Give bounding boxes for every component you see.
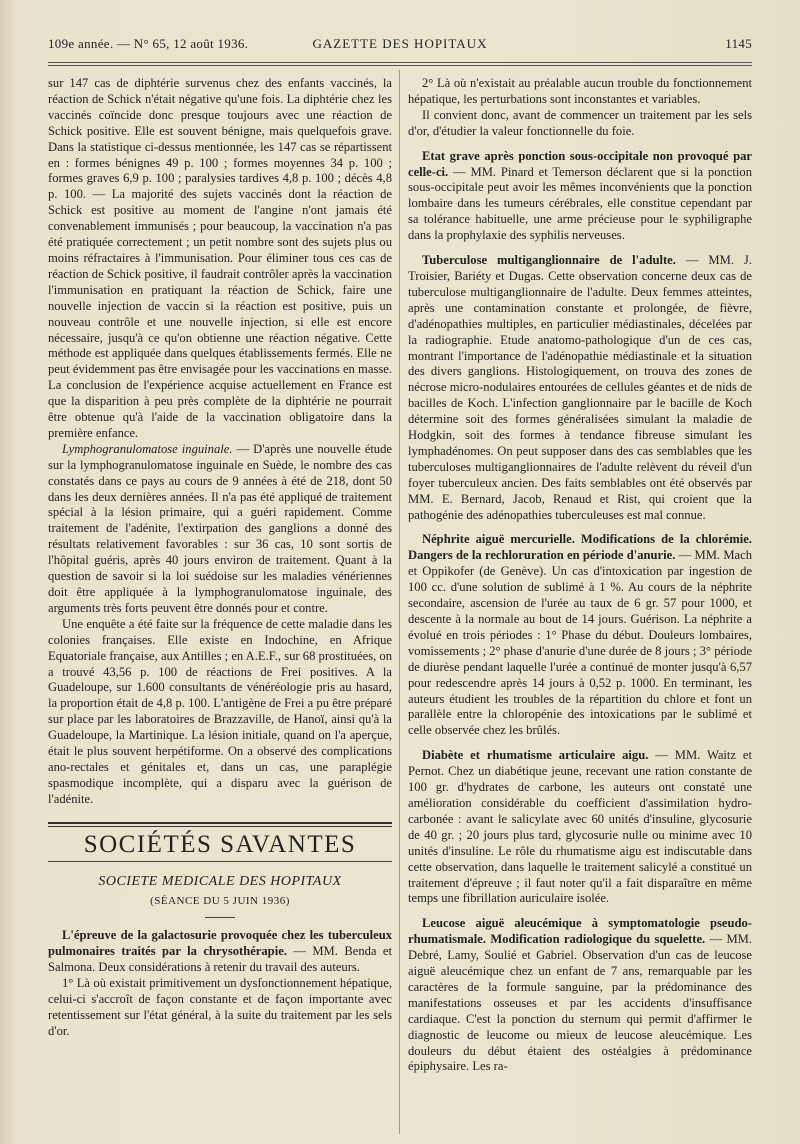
short-divider	[205, 917, 235, 918]
tuberculose-paragraph	[408, 253, 752, 523]
galactosurie-title: L'épreuve de la galactosurie provoquée chez les tuberculeux pulmonaires traités par la chrysothérapie.	[48, 928, 392, 959]
hepatic-point-two: 2° Là où n'existait au préalable aucun trouble du fonctionnement hépatique, les perturbations sont inconstantes et variables.	[408, 76, 752, 106]
left-column	[48, 76, 392, 1040]
section-banner: SOCIÉTÉS SAVANTES	[83, 830, 357, 858]
tuberculose-title: Tuberculose multiganglionnaire de l'adulte.	[422, 253, 676, 268]
tuberculose-body: — MM. J. Troisier, Bariéty et Dugas. Cette observation concerne deux cas de tuberculose multiganglionnaire de l'adulte. Deux femmes atteintes, après une contamination constante et prolongée, de fièvre, d'adénopathies multiples, en particulier médiastinales, décelées par la radiographie. Etude anatomo-pathologique d'un de ces cas, montrant l'importance de l'adénopathie médiastinale et la situation des divers ganglions. Histologiquement, on trouva des zones de nécrose micro-nodulaires entourées de cellules géantes et de nids de bacilles de Koch. L'infection ganglionnaire par le bacille de Koch détermine soit des formes généralisées simulant la maladie de Hodgkin, soit des formes à tendance fibreuse simulant les lymphadénomes. On peut supposer dans des cas semblables que les tuberculoses multiganglionnaires de l'adulte relèvent du réveil d'un foyer tuberculeux ancien. Des faits semblables ont été observés par MM. E. Bernard, Jacob, Renaud et Rist, qui croient que la pathogénie des adénopathies tuberculeuses est mal connue.	[408, 253, 752, 522]
publication-title: GAZETTE DES HOPITAUX	[312, 36, 488, 51]
banner-rule-bottom	[48, 861, 392, 862]
galactosurie-paragraph	[48, 928, 392, 976]
colonies-paragraph: Une enquête a été faite sur la fréquence de cette maladie dans les colonies françaises. Elle existe en Indochine, en Afrique Equatoriale française, aux Antilles ; en A.E.F., sur 68 prostituées, on a trouvé 43,56 p. 100 de réactions de Frei positives. A la Guadeloupe, sur 1.600 consultants de vénéréologie pris au hasard, la proportion était de 4,8 p. 100. L'antigène de Frei a pu être préparé sur place par les laboratoires de Brazzaville, de Hanoï, ainsi qu'à la Guadeloupe, la Martinique. La lésion initiale, quand on l'a aperçue, était le plus souvent herpétiforme. On a observé des complications ano-rectales et génitales et, dans un cas, une paraplégie spasmodique incomplète, qui a disparu avec la guérison de l'adénite.	[48, 616, 392, 806]
lymphogranulomatose-body: — D'après une nouvelle étude sur la lymphogranulomatose inguinale en Suède, le nombre des cas constatés dans ce pays au cours de 9 années à été de 218, dont 50 dans les deux dernières années. Il n'a pas été appliqué de traitement spécial à la lésion primaire, qui a guéri rapidement. Comme traitement de l'adénite, l'extirpation des ganglions a donné des résultats relativement favorables : sur 36 cas, 10 sont sortis de l'hôpital guéris, après 40 jours environ de traitement. Quant à la question de savoir si la loi suédoise sur les maladies vénériennes doit être appliquée à la lymphogranulomatose inguinale, des arguments très forts peuvent être donnés pour et contre.	[48, 441, 392, 615]
leucose-body: — MM. Debré, Lamy, Soulié et Gabriel. Observation d'un cas de leucose aiguë aleucémique chez un enfant de 7 ans, remarquable par les caractères de la formule sanguine, par la prédominance des manifestations osseuses et par les accidents d'insuffisance cardiaque. C'est la ponction du sternum qui permit d'affirmer le diagnostic de leucome ou mieux de leucose aleucémique. Les douleurs du début étaient des ostéalgies à prédominance épiphysaire. Les ra-	[408, 932, 752, 1074]
nephrite-title: Néphrite aiguë mercurielle. Modifications de la chlorémie. Dangers de la rechloruration en période d'anurie.	[408, 532, 752, 563]
right-column	[408, 76, 752, 1075]
hepatic-conclusion: Il convient donc, avant de commencer un traitement par les sels d'or, d'étudier la valeur fonctionnelle du foie.	[408, 107, 752, 138]
galactosurie-body: — MM. Benda et Salmona. Deux considérations à retenir du travail des auteurs.	[48, 944, 393, 975]
diabete-title: Diabète et rhumatisme articulaire aigu.	[422, 748, 649, 763]
header-rule-secondary	[48, 65, 752, 66]
session-date: (SÉANCE DU 5 JUIN 1936)	[150, 894, 290, 907]
page-number: 1145	[725, 36, 752, 51]
nephrite-body: — MM. Mach et Oppikofer (de Genève). Un cas d'intoxication par ingestion de 100 cc. d'une solution de sublimé à 1 %. Au cours de la néphrite secondaire, ascension de l'urée au taux de 6 gr. 57 pour 1000, et descente à la normale au bout de 14 jours. Guérison. La néphrite a évolué en trois périodes : 1° Phase du début. Douleurs lombaires, vomissements ; 2° phase d'anurie d'une durée de 8 jours ; 3° période de diurèse pendant laquelle l'urée a continué de monter jusqu'à 6,57 pour redescendre après 14 jours à 0,52 p. 1000. En terminant, les auteurs étudient les troubles de la répartition du chlore et font un parallèle entre la chloropénie des intoxications par le sublimé et celle observée chez les brûlés.	[408, 548, 753, 738]
leucose-paragraph	[408, 916, 752, 1075]
hepatic-point-one: 1° Là où existait primitivement un dysfonctionnement hépatique, celui-ci s'accroît de façon constante et de façon importante avec retentissement sur l'état général, à la suite du traitement par les sels d'or.	[48, 976, 392, 1038]
leucose-title: Leucose aiguë aleucémique à symptomatologie pseudo-rhumatismale. Modification radiologique du squelette.	[408, 916, 752, 947]
ponction-title: Etat grave après ponction sous-occipitale non provoqué par celle-ci.	[408, 148, 752, 179]
society-title: SOCIETE MEDICALE DES HOPITAUX	[98, 873, 342, 889]
banner-rule-top	[48, 822, 392, 827]
ponction-paragraph	[408, 149, 752, 244]
lymphogranulomatose-title: Lymphogranulomatose inguinale.	[62, 441, 233, 456]
issue-info: 109e année. — N° 65, 12 août 1936.	[48, 36, 249, 51]
page-header	[48, 36, 752, 58]
nephrite-paragraph	[408, 532, 752, 739]
ponction-body: — MM. Pinard et Temerson déclarent que si la ponction sous-occipitale peut avoir les mêmes inconvénients que la ponction lombaire dans les tumeurs cérébrales, elle constitue cependant par sa tolérance habituelle, une arme précieuse pour le syphiligraphe dans la prophylaxie des syphilis nerveuses.	[408, 164, 752, 243]
lymphogranulomatose-paragraph	[48, 442, 392, 617]
header-rule	[48, 62, 752, 63]
diabete-body: — MM. Waitz et Pernot. Chez un diabétique jeune, recevant une ration constante de 100 gr. d'hydrates de carbone, les auteurs ont constaté une amélioration considérable du coefficient d'assimilation hydro-carbonée : avant le salicylate avec 60 unités d'insuline, glycosurie de 40 gr. ; 20 jours plus tard, glycosurie nulle ou minime avec 10 unités d'insuline. Le rôle du rhumatisme aigu est indiscutable dans cette observation, dans laquelle le traitement salicylé a constitué un traitement d'épreuve ; il faut noter qu'il a fait disparaître en même temps une fibrillation auriculaire isolée.	[408, 748, 752, 906]
column-divider	[399, 70, 400, 1134]
diabete-paragraph	[408, 748, 752, 907]
diphtheria-paragraph: sur 147 cas de diphtérie survenus chez des enfants vaccinés, la réaction de Schick n'était négative qu'une fois. La diphtérie chez les vaccinés coïncide donc presque toujours avec une réaction de Schick positive. Elle est souvent bénigne, mais quelquefois grave. Dans la statistique ci-dessus mentionnée, les 147 cas se répartissent en : formes bénignes 49 p. 100 ; formes moyennes 34 p. 100 ; formes graves 6,9 p. 100 ; paralysies tardives 4,8 p. 100 ; décès 4,8 p. 100. — La majorité des sujets vaccinés dont la réaction de Schick est positive au moment de l'angine n'ont jamais été convenablement immunisés ; pour beaucoup, la vaccination n'a pas été pratiquée correctement ; un petit nombre sont des sujets plus ou moins réfractaires à l'immunisation. Pour éliminer tous ces cas de réaction de Schick positive, il faudrait contrôler après la vaccination l'immunisation en pratiquant la réaction de Schick, faire une nouvelle injection de vaccin si la réaction est positive, puis un nouveau contrôle et une nouvelle injection, si elle est encore nécessaire, jusqu'à ce qu'on obtienne une réaction négative. Cette méthode est appliquée dans quelques établissements fermés. Elle ne peut évidemment pas être envisagée pour les vaccinations en masse. La conclusion de l'expérience acquise actuellement en France est que la disparition à peu près complète de la diphtérie ne pourrait être obtenue qu'à l'aide de la vaccination obligatoire dans la première enfance.	[48, 76, 392, 440]
